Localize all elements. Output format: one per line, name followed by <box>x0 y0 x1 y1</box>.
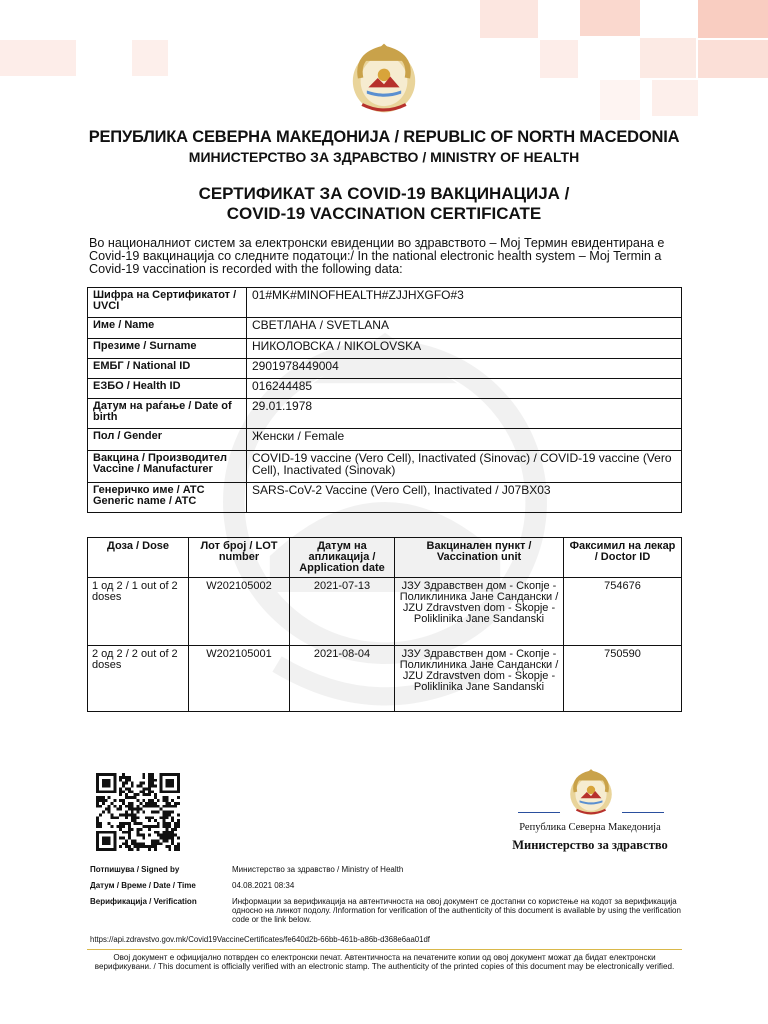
date-time-value: 04.08.2021 08:34 <box>232 881 295 890</box>
details-value: 016244485 <box>247 379 682 399</box>
doses-header-row <box>88 538 682 578</box>
details-row <box>88 379 682 399</box>
verification-label: Верификација / Verification <box>90 897 197 906</box>
details-value: НИКОЛОВСКА / NIKOLOVSKA <box>247 339 682 359</box>
details-label: Име / Name <box>88 318 247 339</box>
doctor-cell: 750590 <box>564 646 682 712</box>
doses-table <box>87 537 682 712</box>
details-label: ЕМБГ / National ID <box>88 359 247 379</box>
signed-by-label: Потпишува / Signed by <box>90 865 180 874</box>
personal-details-table <box>87 287 682 513</box>
unit-cell: ЈЗУ Здравствен дом - Скопје - Поликлиника Јане Сандански / JZU Zdravstven dom - Skopje - Poliklinika Jane Sandanski <box>395 646 564 712</box>
header-ministry: МИНИСТЕРСТВО ЗА ЗДРАВСТВО / MINISTRY OF HEALTH <box>188 149 580 165</box>
details-row <box>88 339 682 359</box>
signature-line-right <box>622 812 664 813</box>
details-value: 2901978449004 <box>247 359 682 379</box>
details-label: Шифра на Сертификатот / UVCI <box>88 288 247 318</box>
details-label: Вакцина / Производител Vaccine / Manufacturer <box>88 451 247 483</box>
footer-note: Овој документ е официјално потврден со електронски печат. Автентичноста на печатените копии од овој документ можат да бидат електронски верификувани. / This document is officially verified with an electronic stamp. The authenticity of the printed copies of this document may be electronically verified. <box>94 953 675 971</box>
details-value: 01#MK#MINOFHEALTH#ZJJHXGFO#3 <box>247 288 682 318</box>
verification-link[interactable]: https://api.zdravstvo.gov.mk/Covid19VaccineCertificates/fe640d2b-66bb-461b-a86b-d368e6aa01df <box>90 935 430 944</box>
coat-of-arms-emblem <box>345 38 423 118</box>
table-row <box>88 578 682 646</box>
date-cell: 2021-08-04 <box>290 646 395 712</box>
details-label: Генеричко име / ATC Generic name / ATC <box>88 483 247 513</box>
unit-cell: ЈЗУ Здравствен дом - Скопје - Поликлиника Јане Сандански / JZU Zdravstven dom - Skopje - Poliklinika Jane Sandanski <box>395 578 564 646</box>
column-header-date: Датум на апликација / Application date <box>290 538 395 578</box>
verification-qr-code[interactable] <box>96 773 180 851</box>
certificate-title-en: COVID-19 VACCINATION CERTIFICATE <box>226 204 542 223</box>
details-value: СВЕТЛАНА / SVETLANA <box>247 318 682 339</box>
stamp-republic-text: Република Северна Македонија <box>519 822 661 833</box>
details-label: Презиме / Surname <box>88 339 247 359</box>
details-row <box>88 318 682 339</box>
details-label: ЕЗБО / Health ID <box>88 379 247 399</box>
stamp-emblem <box>565 766 617 818</box>
header-republic: РЕПУБЛИКА СЕВЕРНА МАКЕДОНИЈА / REPUBLIC OF NORTH MACEDONIA <box>88 128 680 146</box>
date-time-label: Датум / Време / Date / Time <box>90 881 196 890</box>
verification-row <box>90 897 690 927</box>
lot-cell: W202105002 <box>189 578 290 646</box>
column-header-unit: Вакцинален пункт / Vaccination unit <box>395 538 564 578</box>
intro-paragraph: Во националниот систем за електронски евиденции во здравството – Мој Термин евидентирана е Covid-19 вакцинација со следните податоци:/ In the national electronic health system – Мој Termin a Covid-19 vaccination is recorded with the following data: <box>89 236 665 276</box>
details-value: Женски / Female <box>247 429 682 451</box>
column-header-lot: Лот број / LOT number <box>189 538 290 578</box>
certificate-title-mk: СЕРТИФИКАТ ЗА COVID-19 ВАКЦИНАЦИЈА / <box>198 184 570 203</box>
signed-by-row <box>90 865 690 875</box>
details-value: COVID-19 vaccine (Vero Cell), Inactivated (Sinovac) / COVID-19 vaccine (Vero Cell), Inactivated (Sinovak) <box>247 451 682 483</box>
details-label: Пол / Gender <box>88 429 247 451</box>
details-row <box>88 429 682 451</box>
details-row <box>88 483 682 513</box>
details-value: SARS-CoV-2 Vaccine (Vero Cell), Inactivated / J07BX03 <box>247 483 682 513</box>
footer-divider <box>87 949 682 950</box>
lot-cell: W202105001 <box>189 646 290 712</box>
verification-value: Информации за верификација на автентичноста на овој документ се достапни со користење на кодот за верификација односно на линкот подолу. /Information for verification of the authenticity of this document is available by using the verification code or the link below. <box>232 897 681 924</box>
details-row <box>88 399 682 429</box>
table-row <box>88 646 682 712</box>
signature-line-left <box>518 812 560 813</box>
date-time-row <box>90 881 690 891</box>
column-header-doctor: Факсимил на лекар / Doctor ID <box>564 538 682 578</box>
date-cell: 2021-07-13 <box>290 578 395 646</box>
column-header-dose: Доза / Dose <box>88 538 189 578</box>
stamp-ministry-text: Министерство за здравство <box>512 838 668 852</box>
dose-cell: 1 од 2 / 1 out of 2 doses <box>88 578 189 646</box>
details-label: Датум на раѓање / Date of birth <box>88 399 247 429</box>
details-row <box>88 288 682 318</box>
doctor-cell: 754676 <box>564 578 682 646</box>
dose-cell: 2 од 2 / 2 out of 2 doses <box>88 646 189 712</box>
details-row <box>88 451 682 483</box>
signed-by-value: Министерство за здравство / Ministry of Health <box>232 865 404 874</box>
details-value: 29.01.1978 <box>247 399 682 429</box>
details-row <box>88 359 682 379</box>
